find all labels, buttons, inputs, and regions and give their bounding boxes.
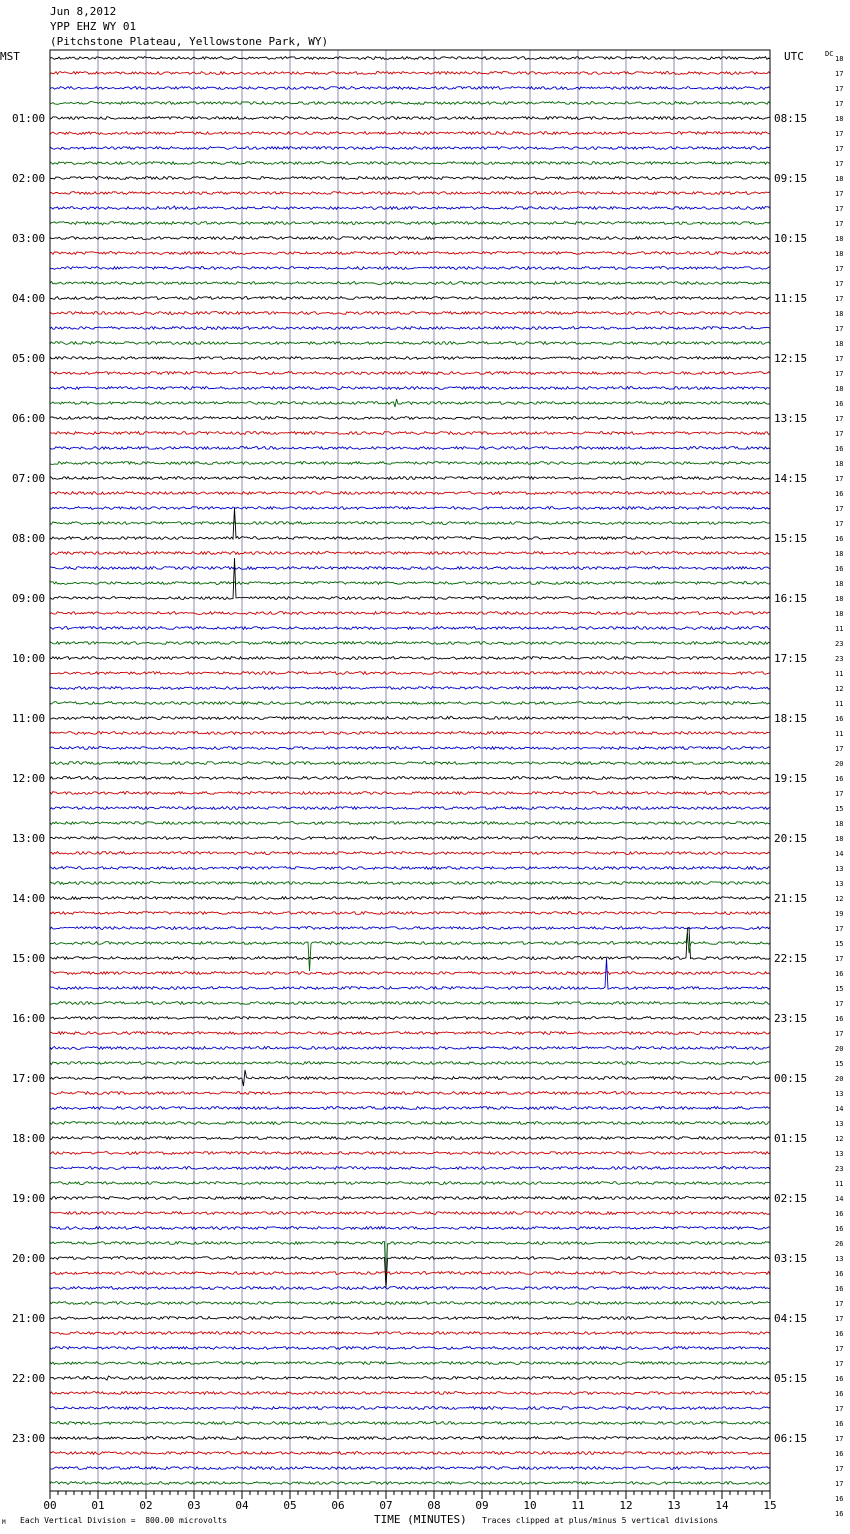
trace-line	[50, 1137, 770, 1140]
dc-offset-value: 18	[835, 580, 844, 588]
dc-offset-value: 17	[835, 1030, 844, 1038]
trace-line	[50, 57, 770, 60]
dc-offset-value: 17	[835, 70, 844, 78]
dc-offset-value: 16	[835, 1450, 844, 1458]
dc-offset-value: 14	[835, 1105, 844, 1113]
trace-line	[50, 399, 770, 407]
trace-line	[50, 882, 770, 885]
dc-offset-value: 17	[835, 1315, 844, 1323]
trace-line	[50, 657, 770, 660]
dc-offset-value: 12	[835, 685, 844, 693]
x-tick-label: 10	[523, 1499, 537, 1512]
x-tick-label: 08	[427, 1499, 441, 1512]
utc-hour-label: 15:15	[774, 532, 808, 545]
dc-offset-value: 17	[835, 1465, 844, 1473]
trace-line	[50, 312, 770, 315]
trace-line	[50, 852, 770, 855]
trace-line	[50, 432, 770, 435]
dc-offset-value: 17	[835, 205, 844, 213]
x-tick-label: 15	[763, 1499, 777, 1512]
trace-line	[50, 762, 770, 765]
dc-offset-value: 16	[835, 490, 844, 498]
dc-offset-value: 13	[835, 880, 844, 888]
x-tick-label: 11	[571, 1499, 585, 1512]
utc-hour-label: 23:15	[774, 1012, 808, 1025]
dc-offset-value: 17	[835, 100, 844, 108]
trace-line	[50, 1197, 770, 1200]
mst-hour-label: 19:00	[12, 1192, 46, 1205]
dc-offset-value: 16	[835, 1210, 844, 1218]
trace-line	[50, 747, 770, 750]
trace-line	[50, 642, 770, 645]
dc-offset-value: 17	[835, 145, 844, 153]
trace-line	[50, 357, 770, 360]
dc-offset-value: 13	[835, 1120, 844, 1128]
dc-offset-value: 17	[835, 1480, 844, 1488]
dc-offset-value: 17	[835, 790, 844, 798]
trace-line	[50, 1362, 770, 1365]
dc-offset-value: 23	[835, 640, 844, 648]
mst-hour-label: 17:00	[12, 1072, 46, 1085]
trace-line	[50, 102, 770, 105]
trace-line	[50, 387, 770, 390]
x-tick-label: 09	[475, 1499, 489, 1512]
dc-offset-value: 16	[835, 1510, 844, 1518]
dc-label: DC	[825, 50, 834, 58]
dc-offset-value: 17	[835, 475, 844, 483]
trace-line	[50, 1062, 770, 1065]
dc-offset-value: 16	[835, 445, 844, 453]
minute-gridlines	[98, 50, 722, 1491]
trace-line	[50, 1452, 770, 1455]
mst-hour-label: 14:00	[12, 892, 46, 905]
dc-offset-value: 17	[835, 745, 844, 753]
trace-line	[50, 792, 770, 795]
trace-line	[50, 927, 770, 930]
mst-hour-label: 07:00	[12, 472, 46, 485]
dc-offset-value: 17	[835, 925, 844, 933]
utc-hour-label: 02:15	[774, 1192, 808, 1205]
mst-hour-label: 11:00	[12, 712, 46, 725]
x-tick-label: 13	[667, 1499, 681, 1512]
dc-offset-value: 17	[835, 130, 844, 138]
mst-label: MST	[0, 50, 20, 63]
trace-line	[50, 222, 770, 225]
utc-hour-label: 17:15	[774, 652, 808, 665]
trace-line	[50, 627, 770, 630]
dc-offset-value: 14	[835, 1195, 844, 1203]
trace-line	[50, 1467, 770, 1470]
x-tick-label: 00	[43, 1499, 57, 1512]
utc-hour-label: 16:15	[774, 592, 808, 605]
trace-line	[50, 687, 770, 690]
dc-offset-value: 26	[835, 1240, 844, 1248]
dc-offset-value: 18	[835, 610, 844, 618]
dc-offset-value: 18	[835, 550, 844, 558]
trace-line	[50, 867, 770, 870]
utc-hour-label: 14:15	[774, 472, 808, 485]
trace-line	[50, 1376, 770, 1380]
dc-offset-value: 17	[835, 190, 844, 198]
utc-label: UTC	[784, 50, 804, 63]
trace-line	[50, 567, 770, 570]
division-note: Each Vertical Division = 800.00 microvolts	[20, 1516, 228, 1525]
dc-offset-value: 14	[835, 850, 844, 858]
trace-line	[50, 177, 770, 180]
trace-line	[50, 612, 770, 615]
dc-offset-value: 18	[835, 55, 844, 63]
trace-line	[50, 1302, 770, 1305]
dc-offset-value: 17	[835, 520, 844, 528]
dc-offset-value: 16	[835, 1330, 844, 1338]
utc-hour-label: 05:15	[774, 1372, 808, 1385]
trace-line	[50, 1287, 770, 1290]
dc-offset-value: 17	[835, 325, 844, 333]
utc-hour-label: 18:15	[774, 712, 808, 725]
trace-line	[50, 1167, 770, 1170]
x-tick-label: 03	[187, 1499, 201, 1512]
dc-offset-value: 18	[835, 460, 844, 468]
utc-hour-label: 11:15	[774, 292, 808, 305]
trace-line	[50, 1272, 770, 1275]
utc-hour-label: 06:15	[774, 1432, 808, 1445]
trace-line	[50, 1422, 770, 1425]
dc-offset-value: 11	[835, 700, 844, 708]
dc-offset-value: 16	[835, 400, 844, 408]
utc-hour-label: 19:15	[774, 772, 808, 785]
trace-line	[50, 132, 770, 135]
trace-line	[50, 252, 770, 255]
mst-hour-label: 15:00	[12, 952, 46, 965]
trace-line	[50, 282, 770, 285]
x-tick-label: 12	[619, 1499, 633, 1512]
trace-line	[50, 372, 770, 375]
trace-line	[50, 147, 770, 150]
trace-line	[50, 462, 770, 465]
dc-offset-value: 17	[835, 355, 844, 363]
dc-offset-value: 18	[835, 235, 844, 243]
station-label: YPP EHZ WY 01	[50, 20, 137, 33]
dc-offset-value: 15	[835, 985, 844, 993]
trace-line	[50, 237, 770, 240]
trace-line	[50, 1070, 770, 1086]
mst-hour-label: 10:00	[12, 652, 46, 665]
x-tick-label: 05	[283, 1499, 297, 1512]
x-tick-label: 02	[139, 1499, 153, 1512]
utc-hour-label: 00:15	[774, 1072, 808, 1085]
dc-offset-value: 18	[835, 595, 844, 603]
x-tick-label: 14	[715, 1499, 729, 1512]
dc-offset-value: 16	[835, 1390, 844, 1398]
trace-line	[50, 117, 770, 120]
trace-line	[50, 1032, 770, 1035]
trace-line	[50, 897, 770, 900]
trace-line	[50, 1482, 770, 1485]
trace-line	[50, 417, 770, 420]
trace-line	[50, 1017, 770, 1020]
dc-offset-value: 18	[835, 340, 844, 348]
x-tick-label: 04	[235, 1499, 249, 1512]
trace-line	[50, 1002, 770, 1005]
mst-hour-label: 23:00	[12, 1432, 46, 1445]
trace-line	[50, 777, 770, 780]
mst-hour-label: 12:00	[12, 772, 46, 785]
dc-offset-value: 11	[835, 670, 844, 678]
dc-offset-value: 16	[835, 1495, 844, 1503]
trace-line	[50, 972, 770, 975]
trace-line	[50, 1332, 770, 1335]
dc-offset-column	[835, 55, 843, 1518]
trace-line	[50, 582, 770, 585]
mst-hour-label: 06:00	[12, 412, 46, 425]
mst-hour-label: 08:00	[12, 532, 46, 545]
trace-line	[50, 1122, 770, 1125]
location-label: (Pitchstone Plateau, Yellowstone Park, WY)	[50, 35, 329, 48]
corner-mark: M	[2, 1519, 6, 1526]
dc-offset-value: 11	[835, 730, 844, 738]
dc-offset-value: 17	[835, 265, 844, 273]
trace-line	[50, 507, 770, 510]
dc-offset-value: 16	[835, 1285, 844, 1293]
dc-offset-value: 11	[835, 625, 844, 633]
mst-hour-label: 01:00	[12, 112, 46, 125]
dc-offset-value: 12	[835, 1135, 844, 1143]
utc-hour-label: 04:15	[774, 1312, 808, 1325]
dc-offset-value: 11	[835, 1180, 844, 1188]
dc-offset-value: 16	[835, 970, 844, 978]
dc-offset-value: 16	[835, 715, 844, 723]
mst-hour-label: 16:00	[12, 1012, 46, 1025]
trace-line	[50, 1347, 770, 1350]
mst-hour-label: 22:00	[12, 1372, 46, 1385]
dc-offset-value: 18	[835, 835, 844, 843]
dc-offset-value: 13	[835, 1090, 844, 1098]
trace-line	[50, 822, 770, 825]
utc-hour-label: 22:15	[774, 952, 808, 965]
dc-offset-value: 18	[835, 115, 844, 123]
trace-line	[50, 192, 770, 195]
trace-line	[50, 477, 770, 480]
dc-offset-value: 17	[835, 370, 844, 378]
utc-hour-label: 03:15	[774, 1252, 808, 1265]
dc-offset-value: 17	[835, 955, 844, 963]
dc-offset-value: 16	[835, 1225, 844, 1233]
trace-line	[50, 1212, 770, 1215]
trace-line	[50, 267, 770, 270]
trace-line	[50, 206, 770, 209]
dc-offset-value: 16	[835, 1375, 844, 1383]
trace-line	[50, 87, 770, 90]
dc-offset-value: 17	[835, 1360, 844, 1368]
trace-line	[50, 522, 770, 525]
dc-offset-value: 23	[835, 655, 844, 663]
utc-hour-label: 01:15	[774, 1132, 808, 1145]
dc-offset-value: 23	[835, 1165, 844, 1173]
dc-offset-value: 16	[835, 1015, 844, 1023]
dc-offset-value: 15	[835, 940, 844, 948]
x-axis-title: TIME (MINUTES)	[374, 1513, 467, 1526]
dc-offset-value: 16	[835, 1420, 844, 1428]
dc-offset-value: 12	[835, 895, 844, 903]
trace-line	[50, 732, 770, 735]
x-axis-ticks	[43, 1491, 776, 1512]
trace-line	[50, 1152, 770, 1155]
dc-offset-value: 16	[835, 1270, 844, 1278]
mst-hour-label: 13:00	[12, 832, 46, 845]
dc-offset-value: 15	[835, 805, 844, 813]
dc-offset-value: 15	[835, 1060, 844, 1068]
dc-offset-value: 17	[835, 415, 844, 423]
dc-offset-value: 17	[835, 220, 844, 228]
utc-hour-label: 12:15	[774, 352, 808, 365]
dc-offset-value: 16	[835, 535, 844, 543]
dc-offset-value: 13	[835, 865, 844, 873]
trace-line	[50, 1242, 770, 1288]
x-tick-label: 07	[379, 1499, 393, 1512]
mst-hour-label: 04:00	[12, 292, 46, 305]
trace-line	[50, 1047, 770, 1050]
trace-line	[50, 558, 770, 599]
trace-line	[50, 1407, 770, 1410]
dc-offset-value: 17	[835, 280, 844, 288]
dc-offset-value: 17	[835, 1300, 844, 1308]
mst-hour-label: 03:00	[12, 232, 46, 245]
x-tick-label: 06	[331, 1499, 345, 1512]
trace-line	[50, 552, 770, 555]
trace-line	[50, 672, 770, 675]
trace-line	[50, 1257, 770, 1288]
dc-offset-value: 17	[835, 295, 844, 303]
trace-line	[50, 1182, 770, 1185]
dc-offset-value: 16	[835, 775, 844, 783]
dc-offset-value: 13	[835, 1255, 844, 1263]
dc-offset-value: 17	[835, 160, 844, 168]
utc-hour-label: 09:15	[774, 172, 808, 185]
trace-line	[50, 807, 770, 810]
trace-line	[50, 1317, 770, 1320]
trace-line	[50, 1227, 770, 1230]
dc-offset-value: 17	[835, 505, 844, 513]
trace-line	[50, 912, 770, 915]
dc-offset-value: 17	[835, 1345, 844, 1353]
dc-offset-value: 18	[835, 385, 844, 393]
mst-hour-label: 05:00	[12, 352, 46, 365]
trace-line	[50, 297, 770, 300]
dc-offset-value: 17	[835, 1435, 844, 1443]
clip-note: Traces clipped at plus/minus 5 vertical divisions	[482, 1516, 719, 1525]
utc-hour-label: 08:15	[774, 112, 808, 125]
trace-line	[50, 1107, 770, 1110]
dc-offset-value: 17	[835, 85, 844, 93]
trace-line	[50, 933, 770, 971]
trace-line	[50, 702, 770, 705]
trace-line	[50, 492, 770, 495]
x-tick-label: 01	[91, 1499, 105, 1512]
trace-line	[50, 1437, 770, 1440]
dc-offset-value: 20	[835, 1075, 844, 1083]
utc-hour-label: 10:15	[774, 232, 808, 245]
dc-offset-value: 17	[835, 1405, 844, 1413]
trace-line	[50, 447, 770, 450]
utc-hour-label: 13:15	[774, 412, 808, 425]
mst-hour-label: 21:00	[12, 1312, 46, 1325]
dc-offset-value: 17	[835, 430, 844, 438]
trace-line	[50, 1392, 770, 1395]
utc-hour-label: 21:15	[774, 892, 808, 905]
dc-offset-value: 19	[835, 910, 844, 918]
dc-offset-value: 13	[835, 1150, 844, 1158]
trace-line	[50, 327, 770, 330]
date-label: Jun 8,2012	[50, 5, 117, 18]
trace-line	[50, 162, 770, 165]
trace-line	[50, 717, 770, 720]
dc-offset-value: 18	[835, 250, 844, 258]
dc-offset-value: 16	[835, 565, 844, 573]
trace-line	[50, 1092, 770, 1095]
dc-offset-value: 18	[835, 175, 844, 183]
mst-hour-label: 02:00	[12, 172, 46, 185]
trace-line	[50, 837, 770, 840]
seismic-traces	[50, 57, 770, 1485]
dc-offset-value: 17	[835, 1000, 844, 1008]
trace-line	[50, 342, 770, 345]
dc-offset-value: 20	[835, 760, 844, 768]
mst-hour-label: 20:00	[12, 1252, 46, 1265]
dc-offset-value: 18	[835, 310, 844, 318]
mst-hour-label: 09:00	[12, 592, 46, 605]
utc-hour-label: 20:15	[774, 832, 808, 845]
trace-line	[50, 72, 770, 75]
dc-offset-value: 18	[835, 820, 844, 828]
mst-hour-label: 18:00	[12, 1132, 46, 1145]
dc-offset-value: 20	[835, 1045, 844, 1053]
